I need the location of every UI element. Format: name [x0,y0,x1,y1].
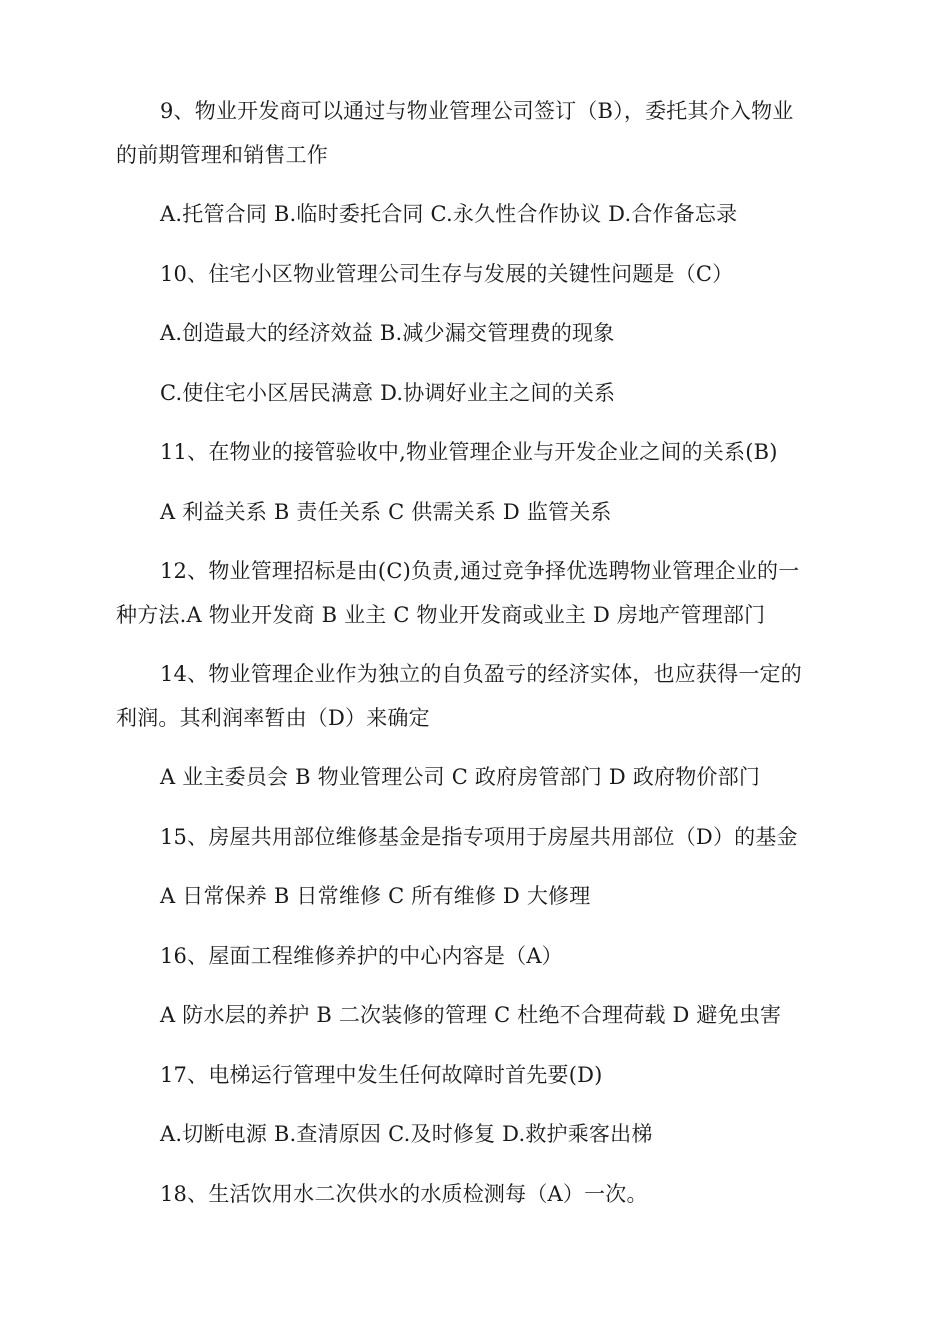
question-10-options-1: A.创造最大的经济效益 B.减少漏交管理费的现象 [160,321,615,345]
question-9-line-2: 的前期管理和销售工作 [116,143,328,167]
question-16: 16、屋面工程维修养护的中心内容是（A） [160,944,563,968]
question-15: 15、房屋共用部位维修基金是指专项用于房屋共用部位（D）的基金 [160,825,798,849]
question-10: 10、住宅小区物业管理公司生存与发展的关键性问题是（C） [160,262,734,286]
question-11-options: A 利益关系 B 责任关系 C 供需关系 D 监管关系 [160,500,612,524]
question-10-options-2: C.使住宅小区居民满意 D.协调好业主之间的关系 [160,381,616,405]
question-9-options: A.托管合同 B.临时委托合同 C.永久性合作协议 D.合作备忘录 [160,202,738,226]
question-17-options: A.切断电源 B.查清原因 C.及时修复 D.救护乘客出梯 [160,1122,653,1146]
question-9-line-1: 9、物业开发商可以通过与物业管理公司签订（B），委托其介入物业 [160,99,794,123]
question-12-line-2: 种方法.A 物业开发商 B 业主 C 物业开发商或业主 D 房地产管理部门 [116,603,766,627]
question-12-line-1: 12、物业管理招标是由(C)负责,通过竞争择优选聘物业管理企业的一 [160,559,800,583]
question-16-options: A 防水层的养护 B 二次装修的管理 C 杜绝不合理荷载 D 避免虫害 [160,1003,782,1027]
question-15-options: A 日常保养 B 日常维修 C 所有维修 D 大修理 [160,884,591,908]
question-14-line-2: 利润。其利润率暂由（D）来确定 [116,706,430,730]
question-18: 18、生活饮用水二次供水的水质检测每（A）一次。 [160,1182,648,1206]
question-17: 17、电梯运行管理中发生任何故障时首先要(D) [160,1063,603,1087]
question-11: 11、在物业的接管验收中,物业管理企业与开发企业之间的关系(B) [160,440,778,464]
question-14-line-1: 14、物业管理企业作为独立的自负盈亏的经济实体，也应获得一定的 [160,662,802,686]
question-14-options: A 业主委员会 B 物业管理公司 C 政府房管部门 D 政府物价部门 [160,765,761,789]
